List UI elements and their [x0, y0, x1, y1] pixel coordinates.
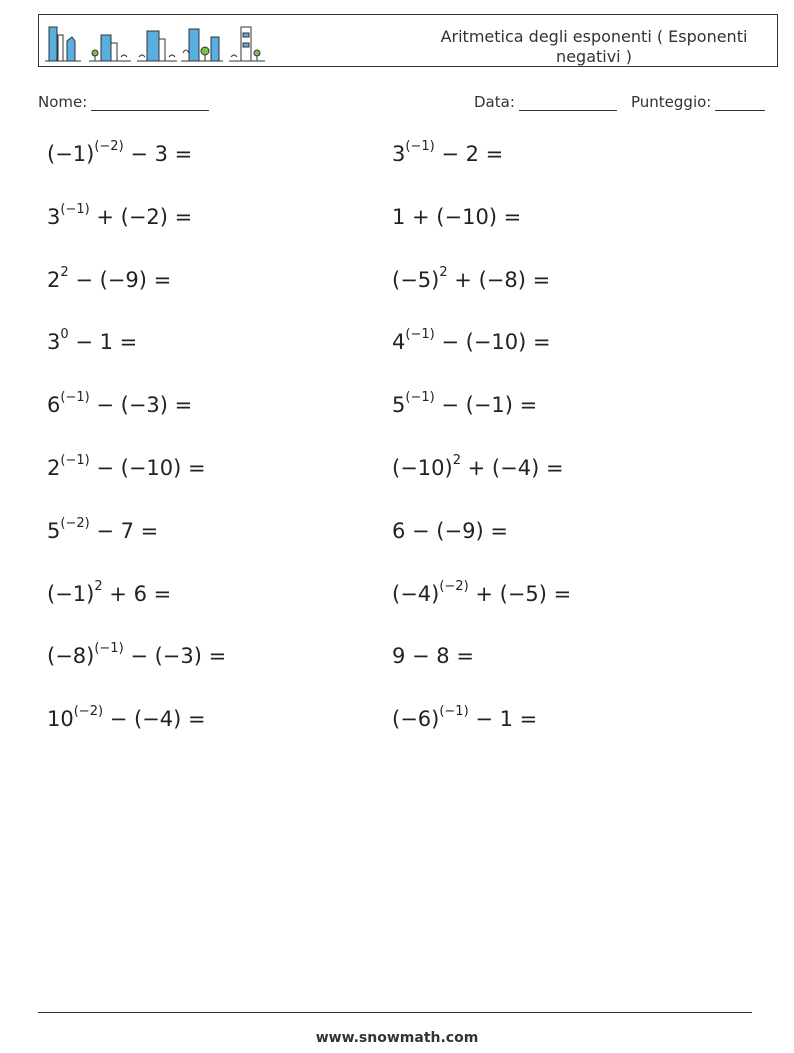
problem-exponent: 2 — [452, 452, 461, 468]
problem-item — [47, 266, 392, 294]
date-field — [474, 93, 617, 111]
score-field — [631, 93, 765, 111]
problem-text: + (−4) = — [460, 455, 564, 480]
date-label: Data: — [474, 93, 515, 111]
problem-row — [47, 454, 747, 517]
problem-text: − (−3) = — [123, 644, 227, 669]
score-label: Punteggio: — [631, 93, 712, 111]
problem-exponent: (−1) — [60, 390, 90, 406]
problem-grid — [47, 140, 747, 768]
problem-text: (−6) — [392, 707, 440, 732]
problem-item — [47, 517, 392, 545]
problem-text: (−5) — [392, 267, 440, 292]
problem-text: + 6 = — [102, 581, 172, 606]
problem-item — [392, 328, 737, 356]
name-field — [38, 93, 209, 111]
problem-item — [47, 642, 392, 670]
problem-text: 2 — [47, 267, 61, 292]
problem-text: − 2 = — [434, 142, 504, 166]
problem-row — [47, 391, 747, 454]
problem-row — [47, 328, 747, 391]
problem-exponent: (−1) — [94, 641, 124, 657]
problem-text: 10 — [47, 707, 74, 732]
problem-item — [47, 705, 392, 733]
problem-item — [392, 266, 737, 294]
problem-text: + (−8) = — [447, 267, 551, 292]
problem-text: + (−2) = — [89, 204, 193, 229]
problem-item — [47, 454, 392, 482]
problem-text: (−1) — [47, 581, 95, 606]
problem-text: 2 — [47, 455, 61, 480]
problem-item — [47, 580, 392, 608]
worksheet-title: Aritmetica degli esponenti ( Esponenti negativi ) — [440, 27, 748, 66]
problem-item — [47, 328, 392, 356]
problem-exponent: (−1) — [60, 452, 90, 468]
name-blank[interactable] — [91, 96, 209, 111]
problem-item — [392, 454, 737, 482]
problem-row — [47, 140, 747, 203]
worksheet-header — [38, 14, 778, 67]
problem-item — [392, 140, 737, 168]
problem-text: 1 + (−10) = — [392, 204, 522, 229]
problem-exponent: (−2) — [73, 704, 104, 720]
problem-text: − (−3) = — [89, 393, 193, 418]
problem-text: 5 — [392, 393, 406, 418]
problem-row — [47, 642, 747, 705]
problem-row — [47, 580, 747, 643]
problem-exponent: (−1) — [405, 390, 435, 406]
problem-text: 6 − (−9) = — [392, 518, 508, 543]
problem-exponent: (−2) — [439, 578, 469, 594]
problem-text: − 7 = — [89, 518, 159, 543]
problem-text: + (−5) = — [468, 581, 572, 606]
problem-text: 9 − 8 = — [392, 644, 474, 669]
problem-exponent: (−2) — [94, 139, 124, 154]
problem-text: − 1 = — [468, 707, 538, 732]
problem-item — [47, 203, 392, 231]
problem-text: − (−9) = — [68, 267, 172, 292]
problem-item — [392, 705, 737, 733]
problem-text: − 1 = — [68, 330, 138, 355]
problem-item — [392, 517, 737, 545]
problem-text: 4 — [392, 330, 406, 355]
problem-text: − (−10) = — [89, 455, 206, 480]
problem-text: 6 — [47, 393, 61, 418]
problem-row — [47, 705, 747, 768]
problem-text: − 3 = — [123, 142, 193, 166]
problem-exponent: (−1) — [405, 327, 435, 343]
date-blank[interactable] — [519, 96, 617, 111]
problem-text: 3 — [392, 142, 406, 166]
problem-item — [392, 580, 737, 608]
problem-text: (−8) — [47, 644, 95, 669]
problem-item — [47, 391, 392, 419]
problem-exponent: (−1) — [405, 139, 435, 154]
score-blank[interactable] — [715, 96, 765, 111]
problem-row — [47, 517, 747, 580]
problem-exponent: 2 — [60, 264, 69, 280]
problem-row — [47, 266, 747, 329]
problem-exponent: 2 — [94, 578, 103, 594]
problem-text: (−1) — [47, 142, 95, 166]
problem-text: (−10) — [392, 455, 453, 480]
problem-text: − (−4) = — [103, 707, 206, 732]
footer-divider — [38, 1012, 752, 1013]
problem-item — [392, 203, 737, 231]
problem-exponent: 0 — [60, 327, 69, 343]
problem-exponent: (−1) — [60, 201, 90, 217]
problem-exponent: (−2) — [60, 515, 90, 531]
problem-text: (−4) — [392, 581, 440, 606]
problem-item — [47, 140, 392, 168]
city-skyline-logo-icon — [45, 21, 265, 63]
problem-text: 3 — [47, 204, 61, 229]
problem-row — [47, 203, 747, 266]
footer-site: www.snowmath.com — [315, 1030, 479, 1046]
problem-item — [392, 391, 737, 419]
problem-text: − (−10) = — [434, 330, 551, 355]
problem-item — [392, 642, 737, 670]
name-label: Nome: — [38, 93, 88, 111]
problem-text: 3 — [47, 330, 61, 355]
problem-text: − (−1) = — [434, 393, 538, 418]
problem-exponent: (−1) — [439, 704, 469, 720]
problem-text: 5 — [47, 518, 61, 543]
problem-exponent: 2 — [439, 264, 448, 280]
